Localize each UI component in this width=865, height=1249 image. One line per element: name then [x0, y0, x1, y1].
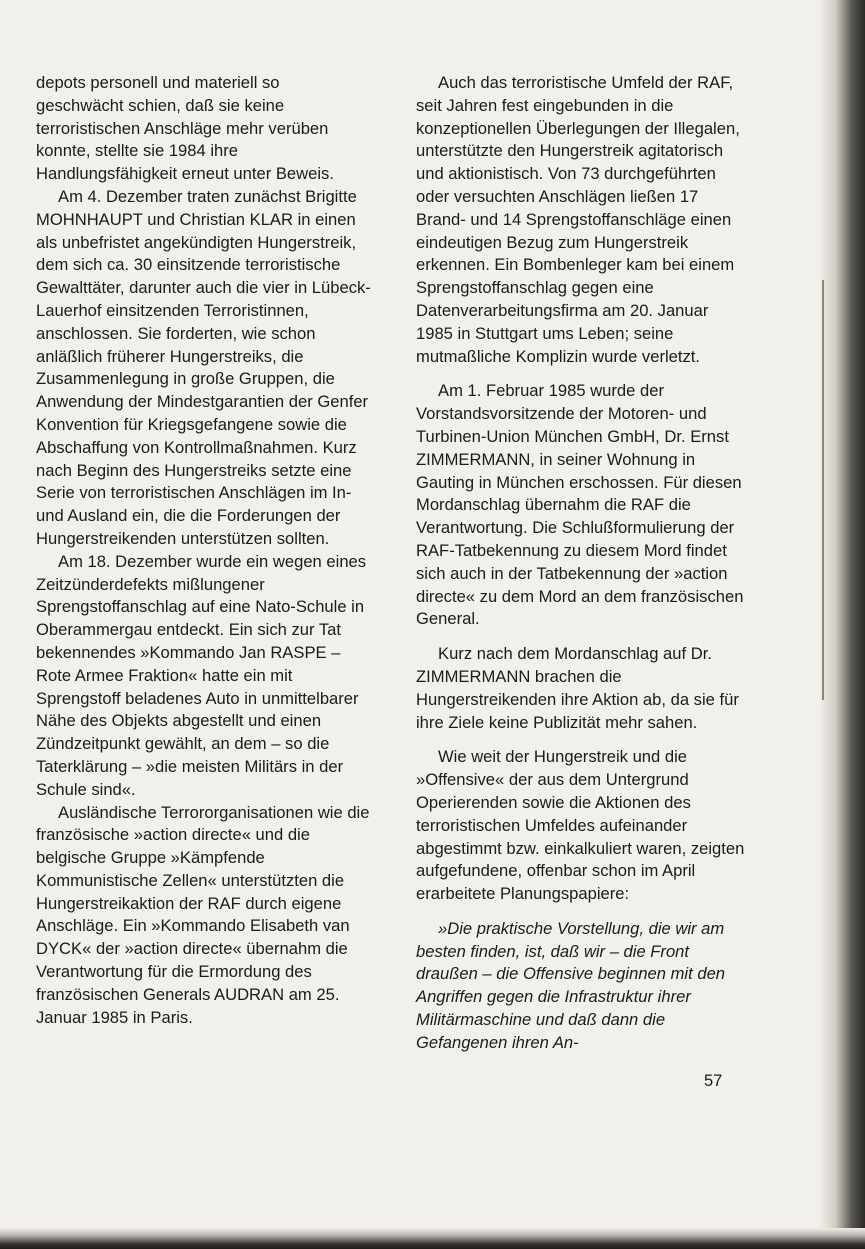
paragraph: Auch das terroristische Umfeld der RAF, seit Jahren fest eingebunden in die konzeptionellen Überlegungen der Illegalen, unterstützte den Hungerstreik agitatorisch und aktionistisch. Von 73 durchgeführten oder versuchten Anschlägen ließen 17 Brand- und 14 Sprengstoffanschläge einen eindeutigen Bezug zum Hungerstreik erkennen. Ein Bombenleger kam bei einem Sprengstoffanschlag gegen eine Datenverarbeitungsfirma am 20. Januar 1985 in Stuttgart ums Leben; seine mutmaßliche Komplizin wurde verletzt. — [416, 73, 740, 366]
page-edge-shadow-bottom — [0, 1228, 865, 1249]
left-column — [36, 72, 371, 1029]
paragraph: Am 4. Dezember traten zunächst Brigitte MOHNHAUPT und Christian KLAR in einen als unbefristet angekündigten Hungerstreik, dem sich ca. 30 einsitzende terroristische Gewalttäter, darunter auch die vier in Lübeck-Lauerhof einsitzenden Terroristinnen, anschlossen. Sie forderten, wie schon anläßlich früherer Hungerstreiks, die Zusammenlegung in große Gruppen, die Anwendung der Mindestgarantien der Genfer Konvention für Kriegsgefangene sowie die Abschaffung von Kontrollmaßnahmen. Kurz nach Beginn des Hungerstreiks setzte eine Serie von terroristischen Anschlägen im In- und Ausland ein, die die Forderungen der Hungerstreikenden unterstützen sollten. — [36, 186, 371, 548]
right-column — [416, 72, 746, 1067]
quote-paragraph: »Die praktische Vorstellung, die wir am besten finden, ist, daß wir – die Front draußen – die Offensive beginnen mit den Angriffen gegen die Infrastruktur ihrer Militärmaschine und daß dann die Gefangenen ihren An- — [416, 918, 726, 1052]
paragraph: Kurz nach dem Mordanschlag auf Dr. ZIMMERMANN brachen die Hungerstreikenden ihre Aktion ab, da sie für ihre Ziele keine Publizität mehr sahen. — [416, 644, 739, 732]
paragraph: depots personell und materiell so geschwächt schien, daß sie keine terroristischen Anschläge mehr verüben konnte, stellte sie 1984 ihre Handlungsfähigkeit erneut unter Beweis. — [36, 73, 334, 184]
paragraph: Ausländische Terrororganisationen wie die französische »action directe« und die belgische Gruppe »Kämpfende Kommunistische Zellen« unterstützten die Hungerstreikaktion der RAF durch eigene Anschläge. Ein »Kommando Elisabeth van DYCK« der »action directe« übernahm die Verantwortung für die Ermordung des französischen Generals AUDRAN am 25. Januar 1985 in Paris. — [36, 802, 370, 1027]
page-number: 57 — [704, 1072, 723, 1090]
paragraph: Wie weit der Hungerstreik und die »Offensive« der aus dem Untergrund Operierenden sowie die Aktionen des terroristischen Umfeldes aufeinander abgestimmt bzw. einkalkuliert waren, zeigten aufgefundene, offenbar schon im April erarbeitete Planungspapiere: — [416, 747, 745, 904]
scan-artifact-line — [822, 280, 824, 700]
paragraph: Am 1. Februar 1985 wurde der Vorstandsvorsitzende der Motoren- und Turbinen-Union München GmbH, Dr. Ernst ZIMMERMANN, in seiner Wohnung in Gauting in München erschossen. Für diesen Mordanschlag übernahm die RAF die Verantwortung. Die Schlußformulierung der RAF-Tatbekennung zu diesem Mord findet sich auch in der Tatbekennung der »action directe« zu dem Mord an dem französischen General. — [416, 381, 744, 629]
paragraph: Am 18. Dezember wurde ein wegen eines Zeitzünderdefekts mißlungener Sprengstoffanschlag auf eine Nato-Schule in Oberammergau entdeckt. Ein sich zur Tat bekennendes »Kommando Jan RASPE – Rote Armee Fraktion« hatte ein mit Sprengstoff beladenes Auto in unmittelbarer Nähe des Objekts abgestellt und einen Zündzeitpunkt gewählt, an dem – so die Taterklärung – »die meisten Militärs in der Schule sind«. — [36, 551, 367, 799]
page-edge-shadow-right — [820, 0, 865, 1249]
